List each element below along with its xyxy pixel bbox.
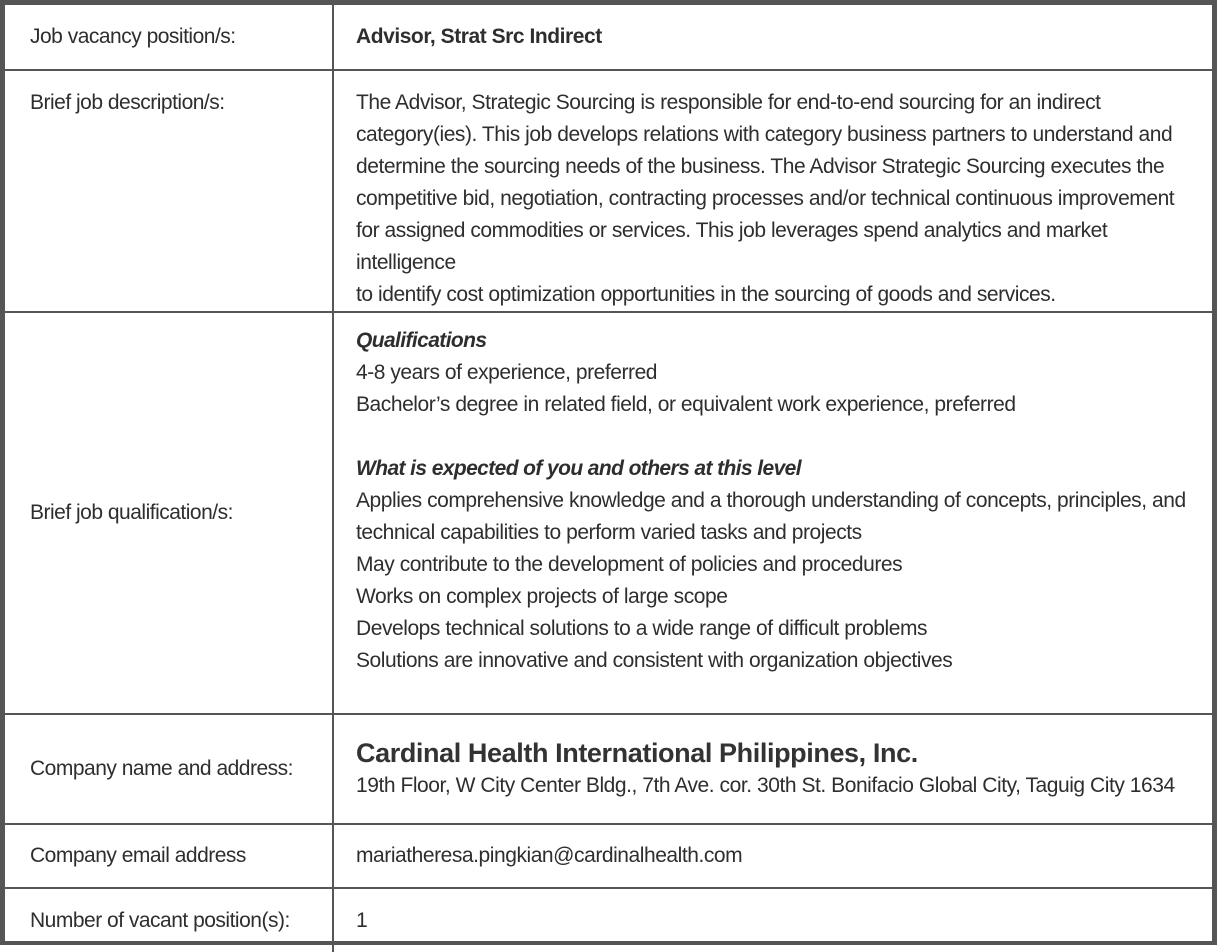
position-label: Job vacancy position/s: bbox=[5, 5, 333, 70]
spacer bbox=[356, 421, 1192, 453]
email-label: Company email address bbox=[5, 824, 333, 888]
vacancies-label: Number of vacant position(s): bbox=[5, 888, 333, 952]
row-description bbox=[5, 70, 1212, 312]
company-info bbox=[333, 714, 1212, 824]
qualification-text bbox=[333, 312, 1212, 714]
row-company bbox=[5, 714, 1212, 824]
company-label: Company name and address: bbox=[5, 714, 333, 824]
description-line: to identify cost optimization opportunities in the sourcing of goods and services. bbox=[356, 283, 1056, 306]
company-name: Cardinal Health International Philippines, Inc. bbox=[356, 738, 918, 768]
description-line: determine the sourcing needs of the business. The Advisor Strategic Sourcing executes the bbox=[356, 155, 1165, 178]
position-value: Advisor, Strat Src Indirect bbox=[356, 25, 602, 48]
qualification-item: 4-8 years of experience, preferred bbox=[356, 361, 658, 384]
expected-item: Applies comprehensive knowledge and a thorough understanding of concepts, principles, and bbox=[356, 489, 1186, 512]
description-line: The Advisor, Strategic Sourcing is responsible for end-to-end sourcing for an indirect bbox=[356, 91, 1101, 114]
job-details-table bbox=[5, 5, 1212, 952]
description-text bbox=[333, 70, 1212, 312]
expected-heading: What is expected of you and others at this level bbox=[356, 457, 801, 480]
row-position bbox=[5, 5, 1212, 70]
vacancies-value: 1 bbox=[333, 888, 1212, 952]
description-label: Brief job description/s: bbox=[5, 70, 333, 312]
row-qualification bbox=[5, 312, 1212, 714]
expected-item: Works on complex projects of large scope bbox=[356, 585, 728, 608]
row-vacancies bbox=[5, 888, 1212, 952]
description-line: competitive bid, negotiation, contracting processes and/or technical continuous improvement bbox=[356, 187, 1175, 210]
row-email bbox=[5, 824, 1212, 888]
company-address: 19th Floor, W City Center Bldg., 7th Ave. cor. 30th St. Bonifacio Global City, Taguig City 1634 bbox=[356, 774, 1175, 797]
qualification-item: Bachelor’s degree in related field, or equivalent work experience, preferred bbox=[356, 393, 1016, 416]
expected-item: technical capabilities to perform varied tasks and projects bbox=[356, 521, 862, 544]
expected-item: Solutions are innovative and consistent with organization objectives bbox=[356, 649, 953, 672]
expected-item: May contribute to the development of policies and procedures bbox=[356, 553, 903, 576]
email-value[interactable]: mariatheresa.pingkian@cardinalhealth.com bbox=[333, 824, 1212, 888]
description-line: category(ies). This job develops relations with category business partners to understand and bbox=[356, 123, 1173, 146]
qualifications-heading: Qualifications bbox=[356, 329, 487, 352]
expected-item: Develops technical solutions to a wide range of difficult problems bbox=[356, 617, 928, 640]
description-line: for assigned commodities or services. This job leverages spend analytics and market intelligence bbox=[356, 219, 1108, 274]
qualification-label: Brief job qualification/s: bbox=[5, 312, 333, 714]
